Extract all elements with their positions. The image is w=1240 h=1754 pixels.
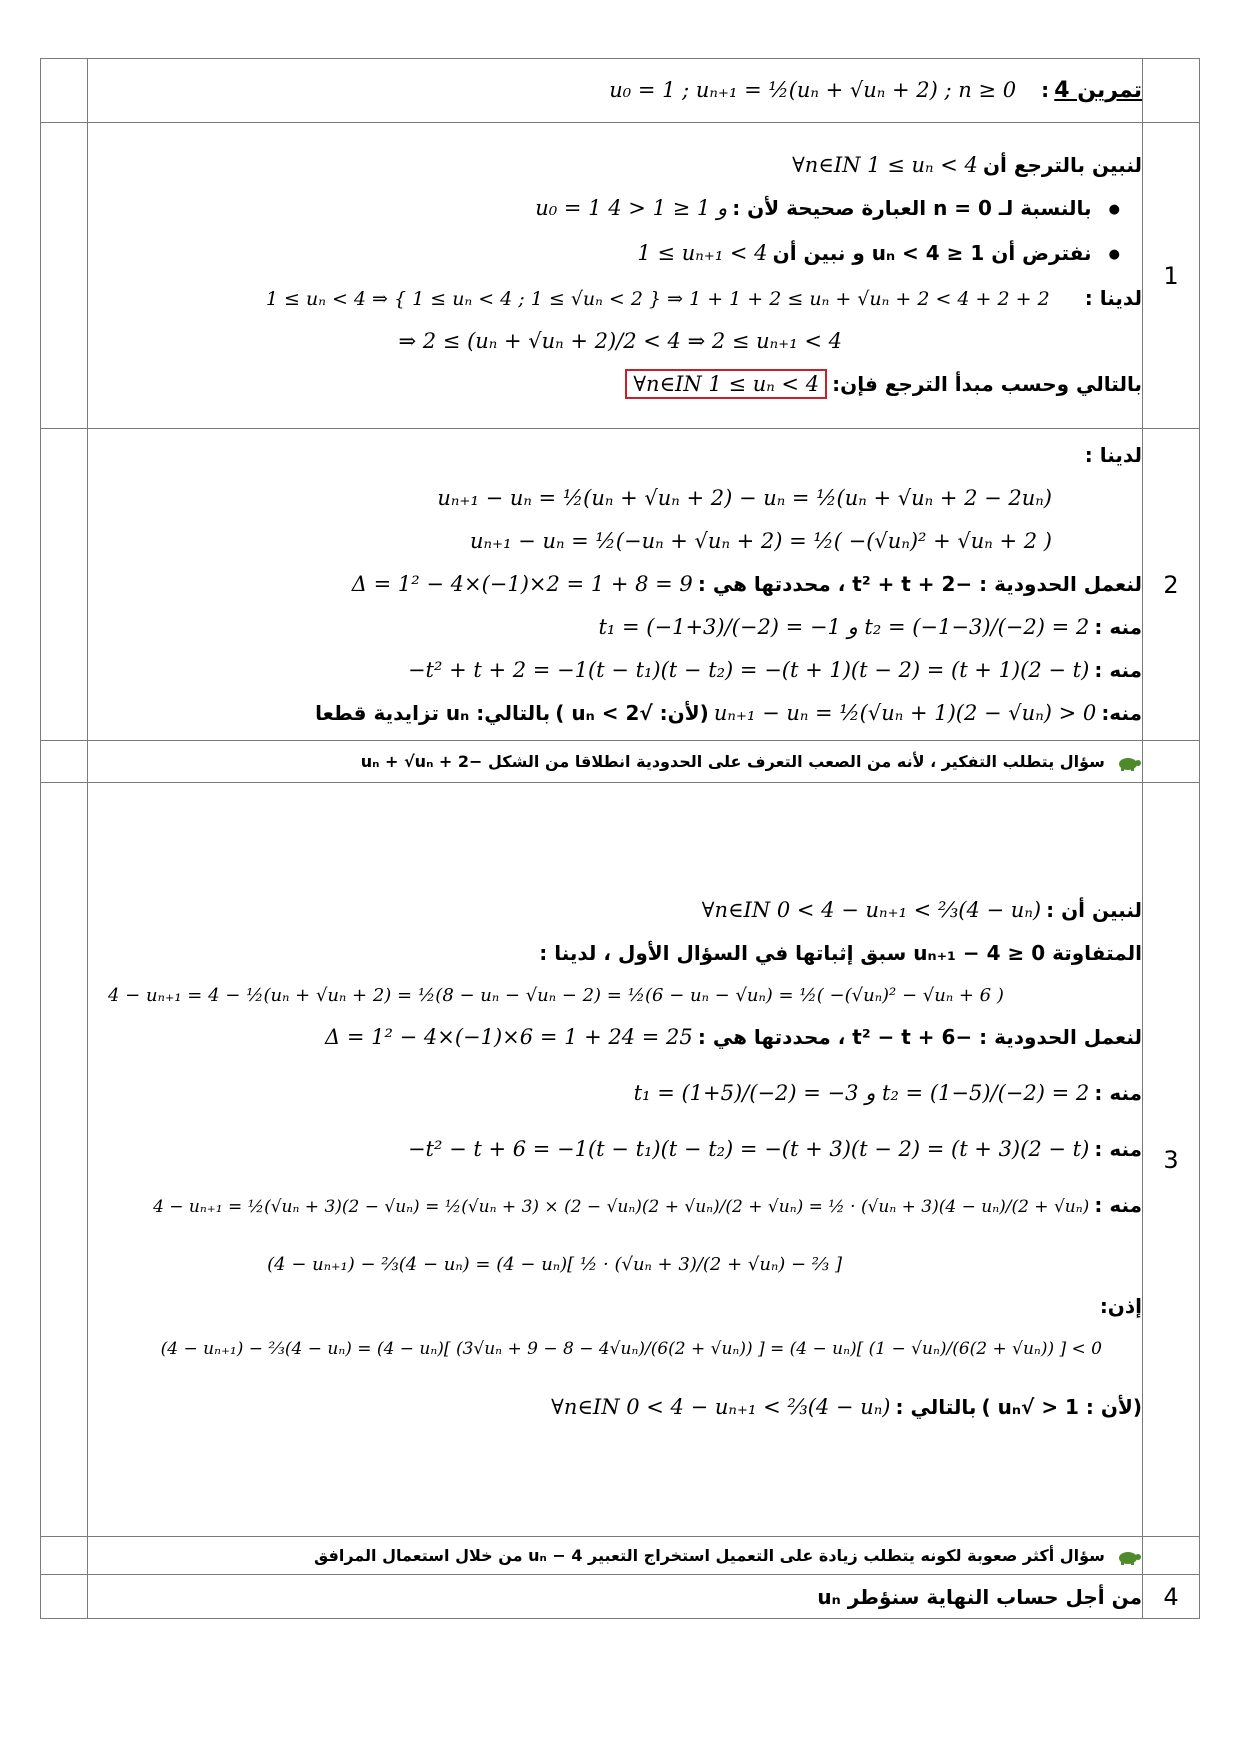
q1-have-math: 1 ≤ uₙ < 4 ⇒ { 1 ≤ uₙ < 4 ; 1 ≤ √uₙ < 2 } ⇒ 1 + 1 + 2 ≤ uₙ + √uₙ + 2 < 4 + 2 + 2 [265, 288, 1050, 310]
q1-number: 1 [1143, 123, 1200, 429]
q2-poly-math: Δ = 1² − 4×(−1)×2 = 1 + 8 = 9 [351, 571, 693, 596]
left-margin-cell [41, 123, 88, 429]
q1-hypothesis-text: نفترض أن 1 ≤ uₙ < 4 و نبين أن [772, 241, 1092, 265]
exercise-sheet [40, 58, 1200, 1695]
q4-text: من أجل حساب النهاية سنؤطر uₙ [817, 1584, 1142, 1609]
q2-body [88, 429, 1143, 741]
q3-conclusion-math: ∀n∈IN 0 < 4 − uₙ₊₁ < ⅔(4 − uₙ) [551, 1395, 891, 1419]
turtle-icon [1116, 1549, 1142, 1565]
q1-intro-math: ∀n∈IN 1 ≤ uₙ < 4 [792, 153, 978, 177]
left-margin-cell [41, 429, 88, 741]
q3-note-cell [88, 1537, 1143, 1575]
exercise-title: تمرين 4 [1054, 78, 1142, 103]
q2-roots-math: t₁ = (−1+3)/(−2) = −1 و t₂ = (−1−3)/(−2) = 2 [598, 614, 1090, 639]
left-margin-cell [41, 783, 88, 1537]
q4-number: 4 [1143, 1575, 1200, 1619]
q2-factor-label: منه : [1094, 657, 1142, 682]
q3-goal-math: ∀n∈IN 0 < 4 − uₙ₊₁ < ⅔(4 − uₙ) [701, 898, 1042, 922]
q3-difference-1: (4 − uₙ₊₁) − ⅔(4 − uₙ) = (4 − uₙ)[ ½ · (√uₙ + 3)/(2 + √uₙ) − ⅔ ] [267, 1254, 842, 1275]
q3-roots-label: منه : [1094, 1081, 1142, 1105]
q3-inequality-text: المتفاوتة 0 ≤ 4 − uₙ₊₁ سبق إثباتها في السؤال الأول ، لدينا : [539, 941, 1142, 965]
q1-have-label: لدينا : [1084, 286, 1142, 310]
left-margin-cell [41, 1575, 88, 1619]
q3-factor-math: −t² − t + 6 = −1(t − t₁)(t − t₂) = −(t + 3)(t − 2) = (t + 3)(2 − t) [407, 1137, 1090, 1161]
q3-body [88, 783, 1143, 1537]
q2-poly-text: لنعمل الحدودية : −t² + t + 2 ، محددتها هي : [697, 571, 1142, 596]
q2-have-label: لدينا : [1084, 442, 1142, 467]
q1-conclusion-boxed: ∀n∈IN 1 ≤ uₙ < 4 [625, 369, 827, 399]
q2-conclusion-math: uₙ₊₁ − uₙ = ½(√uₙ + 1)(2 − √uₙ) > 0 [713, 700, 1097, 725]
q3-rewrite-label: منه : [1094, 1193, 1142, 1217]
q1-intro-text: لنبين بالترجع أن [982, 153, 1142, 177]
q2-factor-math: −t² + t + 2 = −1(t − t₁)(t − t₂) = −(t + 1)(t − 2) = (t + 1)(2 − t) [407, 657, 1090, 682]
q2-conclusion-label: منه: [1101, 700, 1142, 725]
q3-conclusion-text: بالتالي : [895, 1395, 977, 1419]
q1-base-case-math: u₀ = 1 و 1 ≤ 1 < 4 [535, 196, 728, 220]
q2-eq1: uₙ₊₁ − uₙ = ½(uₙ + √uₙ + 2) − uₙ = ½(uₙ + √uₙ + 2 − 2uₙ) [437, 485, 1052, 510]
q1-hypothesis-math: 1 ≤ uₙ₊₁ < 4 [637, 241, 768, 265]
header-cell [88, 59, 1143, 123]
q4-body [88, 1575, 1143, 1619]
q3-difference-2: (4 − uₙ₊₁) − ⅔(4 − uₙ) = (4 − uₙ)[ (3√uₙ + 9 − 8 − 4√uₙ)/(6(2 + √uₙ)) ] = (4 − uₙ)[ (1 − √uₙ)/(6(2 + √uₙ)) ] < 0 [160, 1339, 1102, 1359]
q3-roots-math: t₁ = (1+5)/(−2) = −3 و t₂ = (1−5)/(−2) = 2 [633, 1081, 1090, 1105]
q3-poly-math: Δ = 1² − 4×(−1)×6 = 1 + 24 = 25 [325, 1025, 693, 1049]
turtle-icon [1116, 755, 1142, 771]
q3-note-text: سؤال أكثر صعوبة لكونه يتطلب زيادة على التعميل استخراج التعبير 4 − uₙ من خلال استعمال المرافق [313, 1546, 1105, 1565]
q3-rewrite-math: 4 − uₙ₊₁ = ½(√uₙ + 3)(2 − √uₙ) = ½(√uₙ + 3) × (2 − √uₙ)(2 + √uₙ)/(2 + √uₙ) = ½ · (√uₙ + 3)(4 − uₙ)/(2 + √uₙ) [153, 1197, 1090, 1217]
exercise-table [40, 58, 1200, 1619]
q3-so-label: إذن: [1099, 1294, 1142, 1318]
q2-note-text: سؤال يتطلب التفكير ، لأنه من الصعب التعرف على الحدودية انطلاقا من الشكل −uₙ + √uₙ + 2 [360, 752, 1105, 771]
q1-body [88, 123, 1143, 429]
left-margin-cell [41, 1537, 88, 1575]
q2-eq2: uₙ₊₁ − uₙ = ½(−uₙ + √uₙ + 2) = ½( −(√uₙ)² + √uₙ + 2 ) [469, 528, 1052, 553]
q1-base-case-text: بالنسبة لـ n = 0 العبارة صحيحة لأن : [732, 196, 1092, 220]
q2-conclusion-reason: (لأن: √uₙ < 2 ) [555, 700, 709, 725]
title-colon: : [1041, 78, 1050, 102]
q2-conclusion-text: بالتالي: uₙ تزايدية قطعا [315, 700, 551, 725]
q3-note-number-cell [1143, 1537, 1200, 1575]
q2-roots-label: منه : [1094, 614, 1142, 639]
q1-conclusion-text: بالتالي وحسب مبدأ الترجع فإن: [832, 372, 1142, 396]
q3-poly-text: لنعمل الحدودية : −t² − t + 6 ، محددتها هي : [697, 1025, 1142, 1049]
q2-note-cell [88, 741, 1143, 783]
left-margin-cell [41, 741, 88, 783]
q1-step-math: ⇒ 2 ≤ (uₙ + √uₙ + 2)/2 < 4 ⇒ 2 ≤ uₙ₊₁ < 4 [398, 329, 842, 353]
q3-goal-text: لنبين أن : [1046, 898, 1142, 922]
q3-factor-label: منه : [1094, 1137, 1142, 1161]
left-margin-cell [41, 59, 88, 123]
q2-number: 2 [1143, 429, 1200, 741]
header-number-cell [1143, 59, 1200, 123]
sequence-definition: u₀ = 1 ; uₙ₊₁ = ½(uₙ + √uₙ + 2) ; n ≥ 0 [609, 78, 1017, 102]
q2-note-number-cell [1143, 741, 1200, 783]
q3-number: 3 [1143, 783, 1200, 1537]
q3-conclusion-reason: (لأن : 1 < √uₙ ) [981, 1395, 1142, 1419]
q3-main-equation: 4 − uₙ₊₁ = 4 − ½(uₙ + √uₙ + 2) = ½(8 − uₙ − √uₙ − 2) = ½(6 − uₙ − √uₙ) = ½( −(√uₙ)² − √uₙ + 6 ) [108, 985, 1004, 1006]
